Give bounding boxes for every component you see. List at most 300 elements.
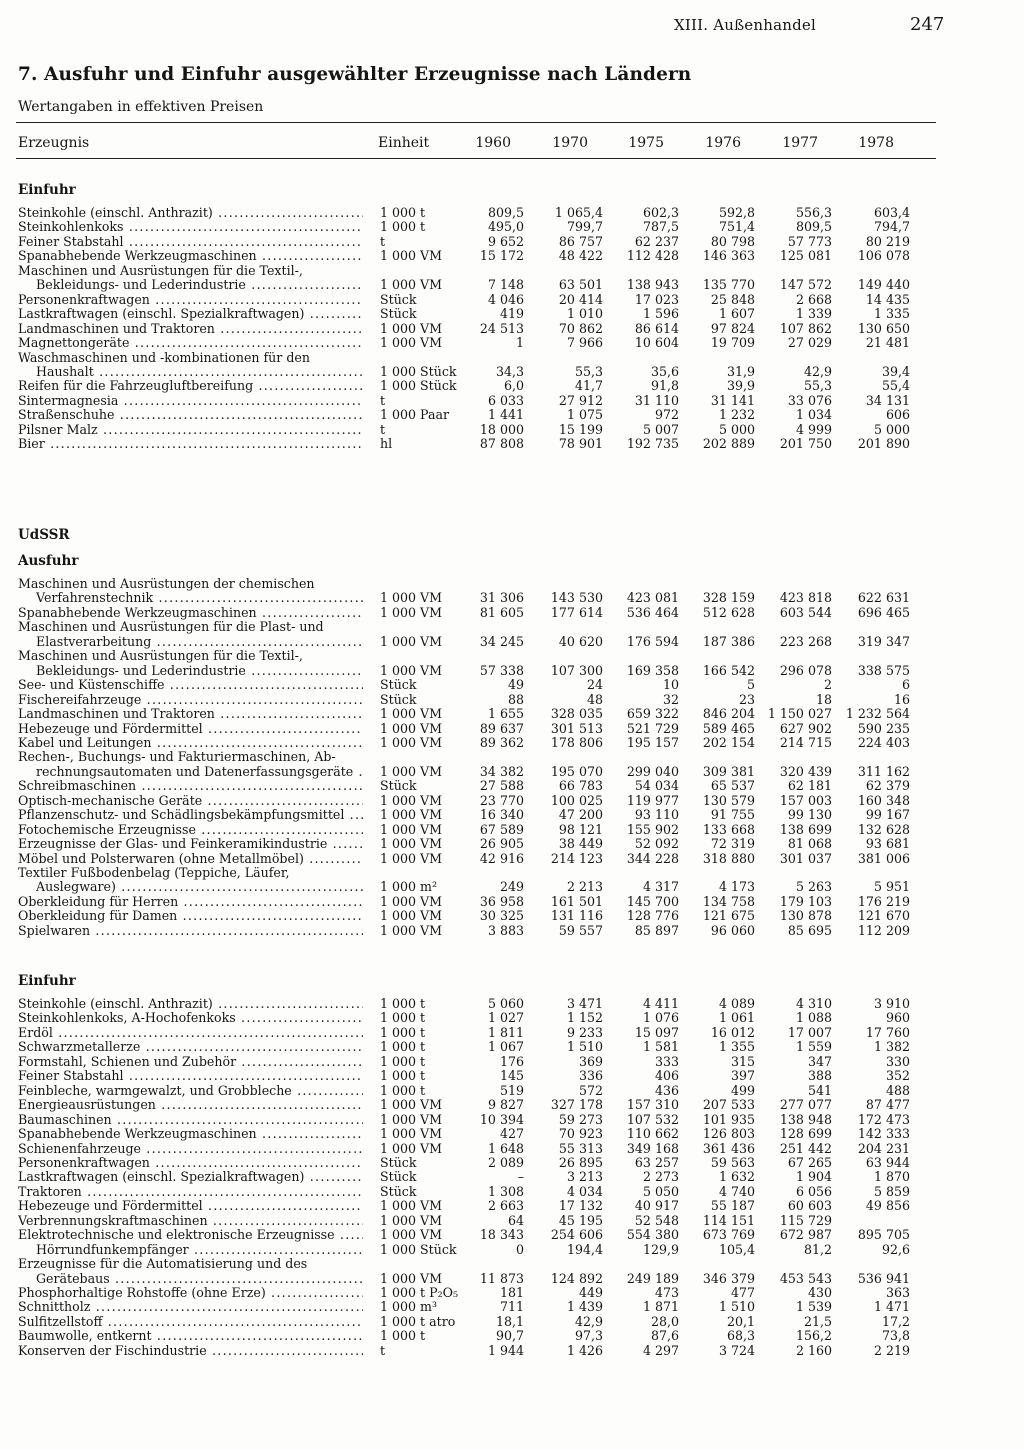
cell-1978: 149 440 [857, 277, 910, 293]
table-row [0, 351, 1024, 365]
table-row [0, 408, 1024, 422]
cell-1978: 80 219 [865, 233, 910, 249]
row-label: Fischereifahrzeuge ..... [18, 693, 363, 707]
cell-1960: 4 046 [487, 291, 524, 307]
cell-1977: 147 572 [779, 277, 832, 293]
cell-1976: 114 151 [702, 1212, 755, 1228]
cell-1970: 336 [578, 1068, 603, 1084]
cell-1977: 125 081 [779, 248, 832, 264]
cell-1977: 1 088 [795, 1010, 832, 1026]
row-label: Hörrundfunkempfänger ..... [36, 1243, 363, 1257]
cell-1975: 2 273 [642, 1169, 679, 1185]
cell-1976: 97 824 [710, 320, 755, 336]
row-unit: 1 000 VM [380, 1097, 443, 1113]
cell-1976: 1 355 [718, 1039, 755, 1055]
cell-1960: 9 652 [487, 233, 524, 249]
cell-1975: 52 092 [634, 836, 679, 852]
cell-1977: 1 339 [795, 306, 832, 322]
cell-1978: 17,2 [881, 1313, 910, 1329]
cell-1976: 673 769 [702, 1227, 755, 1243]
cell-1976: 135 770 [702, 277, 755, 293]
table-row [0, 1084, 1024, 1098]
cell-1970: 66 783 [558, 778, 603, 794]
cell-1975: 249 189 [626, 1270, 679, 1286]
cell-1975: 344 228 [626, 850, 679, 866]
cell-1960: 18 000 [479, 421, 524, 437]
cell-1977: 556,3 [795, 205, 832, 220]
cell-1978: 606 [885, 407, 910, 423]
cell-1960: 49 [507, 677, 524, 693]
cell-1978: 49 856 [865, 1198, 910, 1214]
row-unit: 1 000 VM [380, 1212, 443, 1228]
cell-1978: 21 481 [865, 335, 910, 351]
row-unit: Stück [380, 306, 417, 322]
table-row [0, 1069, 1024, 1083]
cell-1970: 1 510 [566, 1039, 603, 1055]
table-row [0, 1214, 1024, 1228]
table-row [0, 1011, 1024, 1025]
cell-1970: 1 010 [566, 306, 603, 322]
cell-1970: 1 439 [566, 1299, 603, 1315]
row-unit: Stück [380, 1183, 417, 1199]
cell-1977: 2 160 [795, 1342, 832, 1358]
cell-1975: 1 871 [642, 1299, 679, 1315]
cell-1977: 62 181 [787, 778, 832, 794]
cell-1978: 488 [885, 1082, 910, 1098]
table-row [0, 924, 1024, 938]
row-unit: 1 000 VM [380, 1227, 443, 1243]
cell-1975: 91,8 [650, 378, 679, 394]
cell-1978: 1 232 564 [845, 706, 910, 722]
row-label: Lastkraftwagen (einschl. Spezialkraftwagen) ..... [18, 1170, 363, 1184]
row-label: Textiler Fußbodenbelag (Teppiche, Läufer, [18, 866, 290, 880]
row-label: Spielwaren ..... [18, 924, 363, 938]
cell-1978: 99 167 [865, 807, 910, 823]
cell-1977: 81,2 [803, 1241, 832, 1257]
cell-1978: 63 944 [865, 1154, 910, 1170]
row-label: Reifen für die Fahrzeugluftbereifung ..... [18, 379, 363, 393]
table-row [0, 852, 1024, 866]
cell-1960: 67 589 [479, 821, 524, 837]
cell-1976: 25 848 [710, 291, 755, 307]
cell-1975: 128 776 [626, 908, 679, 924]
cell-1975: 63 257 [634, 1154, 679, 1170]
table-row [0, 895, 1024, 909]
table-row [0, 837, 1024, 851]
row-unit: 1 000 VM [380, 908, 443, 924]
cell-1977: 85 695 [787, 922, 832, 938]
row-unit: 1 000 VM [380, 720, 443, 736]
cell-1970: 55 313 [558, 1140, 603, 1156]
row-unit: 1 000 t [380, 996, 426, 1011]
cell-1976: 346 379 [702, 1270, 755, 1286]
table-row [0, 866, 1024, 880]
cell-1960: 34 382 [479, 763, 524, 779]
table-row [0, 249, 1024, 263]
cell-1975: 10 604 [634, 335, 679, 351]
cell-1977: 214 715 [779, 734, 832, 750]
cell-1976: 512 628 [702, 604, 755, 620]
cell-1960: 11 873 [479, 1270, 524, 1286]
row-label: Hebezeuge und Fördermittel ..... [18, 1199, 363, 1213]
table-row [0, 722, 1024, 736]
row-unit: 1 000 VM [380, 633, 443, 649]
table-row [0, 750, 1024, 764]
cell-1975: 972 [654, 407, 679, 423]
cell-1970: 161 501 [550, 893, 603, 909]
header-rule [16, 158, 936, 159]
cell-1976: 31,9 [726, 363, 755, 379]
cell-1977: 277 077 [779, 1097, 832, 1113]
cell-1976: 315 [730, 1053, 755, 1069]
row-label: Formstahl, Schienen und Zubehör ..... [18, 1055, 363, 1069]
cell-1976: 4 173 [718, 879, 755, 895]
cell-1976: 499 [730, 1082, 755, 1098]
row-label: Verfahrenstechnik ..... [36, 591, 363, 605]
table-row [0, 235, 1024, 249]
cell-1976: 309 381 [702, 763, 755, 779]
table-row [0, 707, 1024, 721]
cell-1978: 34 131 [865, 392, 910, 408]
cell-1970: 327 178 [550, 1097, 603, 1113]
cell-1978: 130 650 [857, 320, 910, 336]
section-label: Ausfuhr [18, 553, 79, 569]
cell-1977: 27 029 [787, 335, 832, 351]
cell-1970: 42,9 [574, 1313, 603, 1329]
cell-1977: 55,3 [803, 378, 832, 394]
cell-1976: 72 319 [710, 836, 755, 852]
section-label: Einfuhr [18, 973, 76, 989]
row-label: Sintermagnesia ..... [18, 394, 363, 408]
cell-1960: – [517, 1169, 524, 1185]
cell-1970: 20 414 [558, 291, 603, 307]
table-row [0, 808, 1024, 822]
table-row [0, 1199, 1024, 1213]
cell-1977: 809,5 [795, 219, 832, 235]
row-label: Straßenschuhe ..... [18, 408, 363, 422]
header-year: 1970 [552, 135, 588, 151]
row-unit: Stück [380, 778, 417, 794]
cell-1975: 138 943 [626, 277, 679, 293]
table-row [0, 997, 1024, 1011]
cell-1978: 201 890 [857, 436, 910, 452]
cell-1975: 4 297 [642, 1342, 679, 1358]
row-unit: 1 000 t atro [380, 1313, 456, 1329]
cell-1978: 895 705 [857, 1227, 910, 1243]
cell-1970: 45 195 [558, 1212, 603, 1228]
cell-1960: 64 [507, 1212, 524, 1228]
cell-1970: 48 422 [558, 248, 603, 264]
row-label: Steinkohlenkoks ..... [18, 220, 363, 234]
row-unit: 1 000 VM [380, 335, 443, 351]
row-label: Steinkohle (einschl. Anthrazit) ..... [18, 206, 363, 220]
row-unit: 1 000 VM [380, 1140, 443, 1156]
cell-1977: 138 948 [779, 1111, 832, 1127]
header-year: 1978 [858, 135, 894, 151]
cell-1960: 30 325 [479, 908, 524, 924]
cell-1977: 60 603 [787, 1198, 832, 1214]
cell-1970: 100 025 [550, 792, 603, 808]
cell-1977: 627 902 [779, 720, 832, 736]
table-row [0, 379, 1024, 393]
cell-1975: 349 168 [626, 1140, 679, 1156]
section-label: Einfuhr [18, 182, 76, 198]
cell-1975: 119 977 [626, 792, 679, 808]
cell-1977: 67 265 [787, 1154, 832, 1170]
cell-1977: 4 999 [795, 421, 832, 437]
table-row [0, 1228, 1024, 1242]
cell-1977: 115 729 [779, 1212, 832, 1228]
table-row [0, 909, 1024, 923]
cell-1975: 62 237 [634, 233, 679, 249]
cell-1970: 15 199 [558, 421, 603, 437]
cell-1960: 88 [507, 691, 524, 707]
table-row [0, 322, 1024, 336]
cell-1977: 1 150 027 [767, 706, 832, 722]
cell-1976: 589 465 [702, 720, 755, 736]
cell-1976: 397 [730, 1068, 755, 1084]
cell-1976: 133 668 [702, 821, 755, 837]
row-label: Steinkohlenkoks, A-Hochofenkoks ..... [18, 1011, 363, 1025]
cell-1976: 1 607 [718, 306, 755, 322]
cell-1977: 33 076 [787, 392, 832, 408]
cell-1960: 27 588 [479, 778, 524, 794]
cell-1978: 93 681 [865, 836, 910, 852]
row-label: Hebezeuge und Fördermittel ..... [18, 722, 363, 736]
table-row [0, 278, 1024, 292]
cell-1970: 3 471 [566, 996, 603, 1011]
cell-1978: 172 473 [857, 1111, 910, 1127]
row-label: Energieausrüstungen ..... [18, 1098, 363, 1112]
cell-1960: 81 605 [479, 604, 524, 620]
cell-1960: 1 027 [487, 1010, 524, 1026]
cell-1975: 333 [654, 1053, 679, 1069]
cell-1978: 132 628 [857, 821, 910, 837]
cell-1970: 41,7 [574, 378, 603, 394]
table-row [0, 365, 1024, 379]
cell-1976: 20,1 [726, 1313, 755, 1329]
cell-1978: 16 [893, 691, 910, 707]
row-unit: 1 000 t [380, 1024, 426, 1040]
row-label: Phosphorhaltige Rohstoffe (ohne Erze) ..... [18, 1286, 363, 1300]
cell-1970: 572 [578, 1082, 603, 1098]
country-label: UdSSR [18, 527, 70, 543]
cell-1960: 34,3 [495, 363, 524, 379]
row-label: Verbrennungskraftmaschinen ..... [18, 1214, 363, 1228]
header-year: 1976 [705, 135, 741, 151]
cell-1960: 18 343 [479, 1227, 524, 1243]
cell-1977: 156,2 [795, 1328, 832, 1344]
cell-1976: 328 159 [702, 590, 755, 606]
cell-1975: 659 322 [626, 706, 679, 722]
table-subtitle: Wertangaben in effektiven Preisen [18, 99, 264, 115]
cell-1978: 338 575 [857, 662, 910, 678]
cell-1978: 319 347 [857, 633, 910, 649]
cell-1970: 254 606 [550, 1227, 603, 1243]
row-label: Bier ..... [18, 437, 363, 451]
cell-1977: 347 [807, 1053, 832, 1069]
row-label: Pilsner Malz ..... [18, 423, 363, 437]
cell-1978: 87 477 [865, 1097, 910, 1113]
cell-1970: 799,7 [566, 219, 603, 235]
row-unit: 1 000 VM [380, 807, 443, 823]
row-unit: t [380, 233, 386, 249]
cell-1976: 202 889 [702, 436, 755, 452]
row-unit: 1 000 VM [380, 1270, 443, 1286]
table-title: 7. Ausfuhr und Einfuhr ausgewählter Erzeugnisse nach Ländern [18, 64, 692, 85]
cell-1978: 352 [885, 1068, 910, 1084]
cell-1960: 495,0 [487, 219, 524, 235]
row-unit: 1 000 t [380, 1053, 426, 1069]
row-unit: 1 000 VM [380, 662, 443, 678]
table-row [0, 649, 1024, 663]
cell-1976: 4 089 [718, 996, 755, 1011]
running-head: XIII. Außenhandel [674, 16, 816, 34]
cell-1975: 52 548 [634, 1212, 679, 1228]
row-label: Haushalt ..... [36, 365, 363, 379]
table-row [0, 635, 1024, 649]
row-label: Bekleidungs- und Lederindustrie ..... [36, 664, 363, 678]
row-label: Waschmaschinen und -kombinationen für den [18, 350, 310, 365]
cell-1970: 70 923 [558, 1126, 603, 1142]
row-label: Lastkraftwagen (einschl. Spezialkraftwagen) ..... [18, 307, 363, 321]
cell-1975: 299 040 [626, 763, 679, 779]
row-label: Baumwolle, entkernt ..... [18, 1329, 363, 1343]
cell-1960: 90,7 [495, 1328, 524, 1344]
cell-1976: 146 363 [702, 248, 755, 264]
cell-1975: 54 034 [634, 778, 679, 794]
row-label: Elastverarbeitung ..... [36, 635, 363, 649]
cell-1970: 40 620 [558, 633, 603, 649]
row-unit: 1 000 Paar [380, 407, 450, 423]
table-row [0, 880, 1024, 894]
cell-1975: 93 110 [634, 807, 679, 823]
cell-1977: 223 268 [779, 633, 832, 649]
cell-1978: 363 [885, 1285, 910, 1300]
cell-1977: 2 668 [795, 291, 832, 307]
cell-1970: 143 530 [550, 590, 603, 606]
table-row [0, 423, 1024, 437]
table-row [0, 307, 1024, 321]
cell-1978: 62 379 [865, 778, 910, 794]
cell-1976: 23 [738, 691, 755, 707]
row-label: Feiner Stabstahl ..... [18, 235, 363, 249]
cell-1977: 21,5 [803, 1313, 832, 1329]
cell-1960: 24 513 [479, 320, 524, 336]
row-label: Landmaschinen und Traktoren ..... [18, 707, 363, 721]
cell-1975: 4 411 [642, 996, 679, 1011]
cell-1978: 696 465 [857, 604, 910, 620]
cell-1970: 48 [586, 691, 603, 707]
cell-1976: 121 675 [702, 908, 755, 924]
cell-1977: 201 750 [779, 436, 832, 452]
cell-1978: 106 078 [857, 248, 910, 264]
row-label: Erdöl ..... [18, 1026, 363, 1040]
row-label: Oberkleidung für Herren ..... [18, 895, 363, 909]
cell-1975: 87,6 [650, 1328, 679, 1344]
row-unit: 1 000 t [380, 1010, 426, 1026]
row-label: Feiner Stabstahl ..... [18, 1069, 363, 1083]
cell-1977: 128 699 [779, 1126, 832, 1142]
cell-1978: 1 471 [873, 1299, 910, 1315]
cell-1978: 2 219 [873, 1342, 910, 1358]
cell-1975: 85 897 [634, 922, 679, 938]
row-label: Schnittholz ..... [18, 1300, 363, 1314]
table-row [0, 1098, 1024, 1112]
table-row [0, 264, 1024, 278]
row-unit: 1 000 VM [380, 821, 443, 837]
cell-1976: 39,9 [726, 378, 755, 394]
cell-1976: 16 012 [710, 1024, 755, 1040]
table-row [0, 678, 1024, 692]
cell-1975: 129,9 [642, 1241, 679, 1257]
cell-1975: 112 428 [626, 248, 679, 264]
table-row [0, 1142, 1024, 1156]
cell-1970: 194,4 [566, 1241, 603, 1257]
cell-1960: 1 655 [487, 706, 524, 722]
row-unit: 1 000 Stück [380, 363, 457, 379]
cell-1975: 1 581 [642, 1039, 679, 1055]
column-header [0, 135, 1024, 155]
cell-1970: 63 501 [558, 277, 603, 293]
cell-1975: 192 735 [626, 436, 679, 452]
cell-1960: 34 245 [479, 633, 524, 649]
cell-1960: 87 808 [479, 436, 524, 452]
table-row [0, 1243, 1024, 1257]
cell-1970: 70 862 [558, 320, 603, 336]
cell-1977: 157 003 [779, 792, 832, 808]
row-unit: 1 000 t P₂O₅ [380, 1285, 459, 1300]
cell-1970: 369 [578, 1053, 603, 1069]
cell-1970: 38 449 [558, 836, 603, 852]
cell-1970: 17 132 [558, 1198, 603, 1214]
cell-1960: 89 637 [479, 720, 524, 736]
row-unit: 1 000 t [380, 219, 426, 235]
cell-1975: 521 729 [626, 720, 679, 736]
row-label: Oberkleidung für Damen ..... [18, 909, 363, 923]
cell-1976: 91 755 [710, 807, 755, 823]
cell-1960: 176 [499, 1053, 524, 1069]
table-row [0, 765, 1024, 779]
row-unit: t [380, 1342, 386, 1358]
cell-1978: 55,4 [881, 378, 910, 394]
cell-1976: 202 154 [702, 734, 755, 750]
table-row [0, 1185, 1024, 1199]
cell-1977: 57 773 [787, 233, 832, 249]
row-unit: Stück [380, 677, 417, 693]
cell-1976: 1 061 [718, 1010, 755, 1026]
row-unit: 1 000 VM [380, 248, 443, 264]
table-row [0, 293, 1024, 307]
cell-1960: 3 883 [487, 922, 524, 938]
table-row [0, 620, 1024, 634]
cell-1960: 249 [499, 879, 524, 895]
table-row [0, 206, 1024, 220]
row-label: See- und Küstenschiffe ..... [18, 678, 363, 692]
row-label: Erzeugnisse für die Automatisierung und des [18, 1257, 308, 1272]
table-row [0, 823, 1024, 837]
cell-1976: 55 187 [710, 1198, 755, 1214]
row-label: Magnettongeräte ..... [18, 336, 363, 350]
cell-1977: 42,9 [803, 363, 832, 379]
cell-1978: 1 382 [873, 1039, 910, 1055]
row-unit: 1 000 t [380, 1082, 426, 1098]
cell-1970: 124 892 [550, 1270, 603, 1286]
cell-1970: 2 213 [566, 879, 603, 895]
cell-1976: 134 758 [702, 893, 755, 909]
row-unit: Stück [380, 1154, 417, 1170]
cell-1977: 1 904 [795, 1169, 832, 1185]
